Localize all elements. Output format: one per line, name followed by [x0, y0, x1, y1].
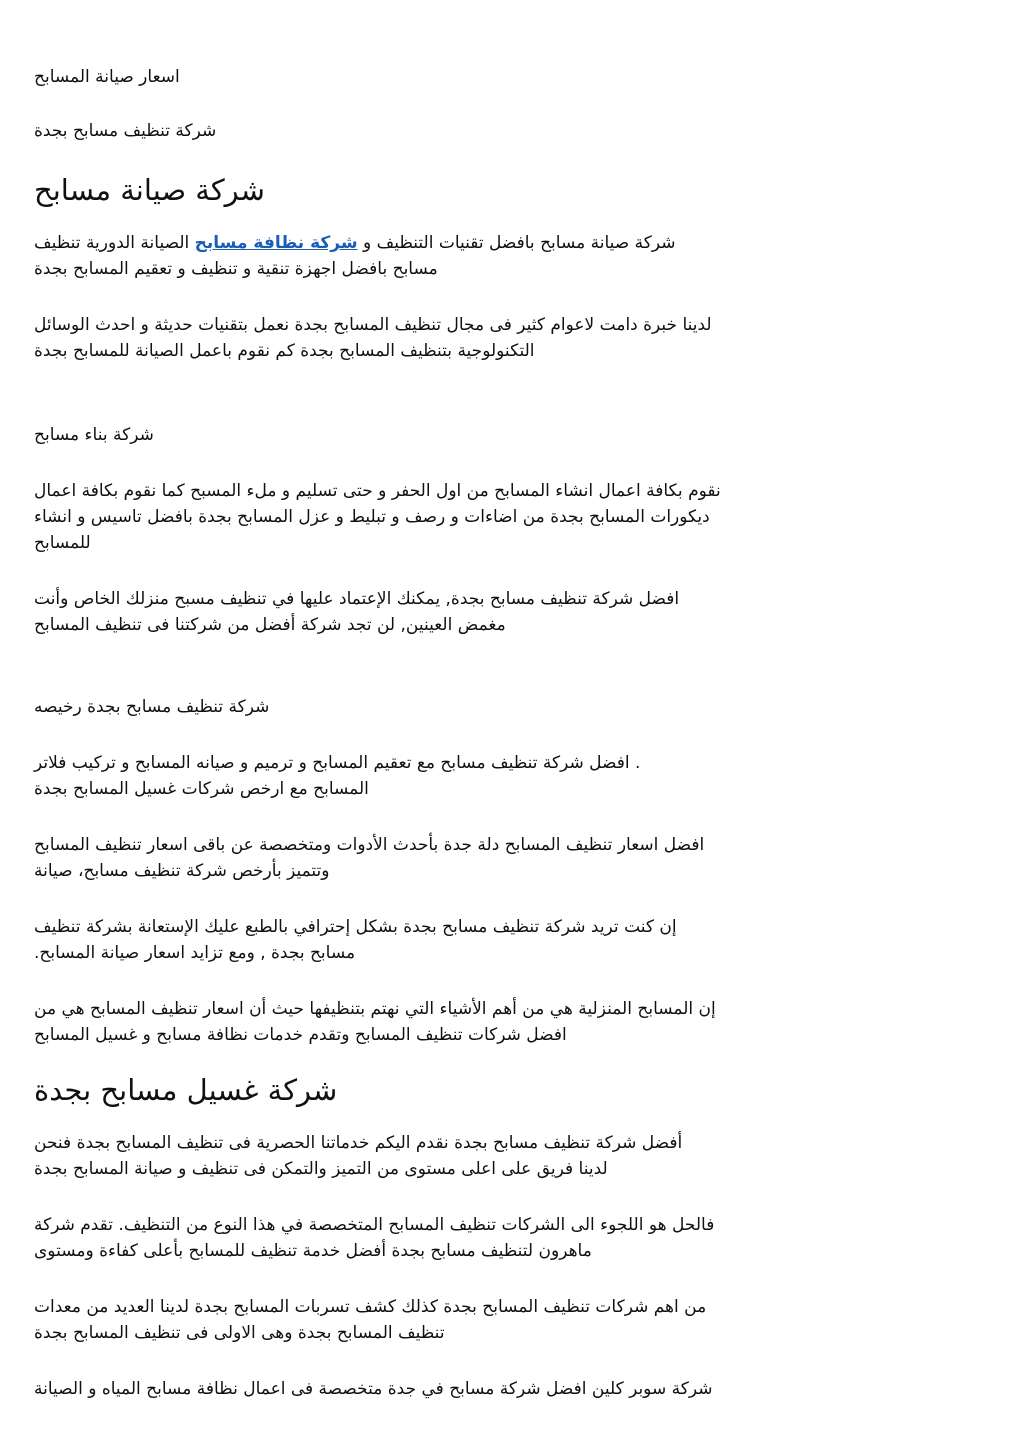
paragraph — [34, 230, 990, 282]
text-line: افضل شركة تنظيف مسابح بجدة, يمكنك الإعتماد عليها في تنظيف مسبح منزلك الخاص وأنت — [34, 589, 680, 609]
paragraph — [34, 750, 990, 802]
text-span: الصيانة الدورية تنظيف — [34, 233, 195, 253]
text-line: . افضل شركة تنظيف مسابح مع تعقيم المسابح و ترميم و صيانه المسابح و تركيب فلاتر — [34, 753, 641, 773]
paragraph — [34, 914, 990, 966]
text-line: مغمض العينين, لن تجد شركة أفضل من شركتنا فى تنظيف المسابح — [34, 615, 506, 635]
paragraph — [34, 1130, 990, 1182]
paragraph — [34, 832, 990, 884]
text-line: للمسابح — [34, 533, 91, 553]
text-line: نقوم بكافة اعمال انشاء المسابح من اول الحفر و حتى تسليم و ملء المسبح كما نقوم بكافة اعمال — [34, 481, 721, 501]
paragraph — [34, 312, 990, 364]
text-line: أفضل شركة تنظيف مسابح بجدة نقدم اليكم خدماتنا الحصرية فى تنظيف المسابح بجدة فنحن — [34, 1133, 683, 1153]
text-line — [34, 230, 990, 256]
text-line: لدينا فريق على اعلى مستوى من التميز والتمكن فى تنظيف و صيانة المسابح بجدة — [34, 1159, 608, 1179]
company-link[interactable]: شركة نظافة مسابح — [194, 233, 358, 253]
paragraph — [34, 478, 990, 556]
text-line: اسعار صيانة المسابح — [34, 67, 180, 87]
text-line: مسابح بجدة , ومع تزايد اسعار صيانة المسابح. — [34, 943, 356, 963]
text-span: شركة صيانة مسابح بافضل تقنيات التنظيف و — [357, 233, 676, 253]
paragraph — [34, 1212, 990, 1264]
section-heading: شركة غسيل مسابح بجدة — [34, 1073, 338, 1107]
text-line: شركة تنظيف مسابح بجدة — [34, 121, 217, 141]
text-line: شركة سوبر كلين افضل شركة مسابح في جدة متخصصة فى اعمال نظافة مسابح المياه و الصيانة — [34, 1379, 713, 1399]
paragraph — [34, 996, 990, 1048]
section-heading: شركة صيانة مسابح — [34, 173, 265, 207]
text-line: إن المسابح المنزلية هي من أهم الأشياء التي نهتم بتنظيفها حيث أن اسعار تنظيف المسابح هي من — [34, 999, 716, 1019]
text-line: شركة تنظيف مسابح بجدة رخيصه — [34, 697, 270, 717]
text-line: تنظيف المسابح بجدة وهى الاولى فى تنظيف المسابح بجدة — [34, 1323, 445, 1343]
text-line: فالحل هو اللجوء الى الشركات تنظيف المسابح المتخصصة في هذا النوع من التنظيف. تقدم شركة — [34, 1215, 715, 1235]
text-line: ديكورات المسابح بجدة من اضاءات و رصف و تبليط و عزل المسابح بجدة بافضل تاسيس و انشاء — [34, 507, 710, 527]
text-line: من اهم شركات تنظيف المسابح بجدة كذلك كشف تسربات المسابح بجدة لدينا العديد من معدات — [34, 1297, 707, 1317]
paragraph — [34, 1376, 990, 1402]
text-line: إن كنت تريد شركة تنظيف مسابح بجدة بشكل إحترافي بالطبع عليك الإستعانة بشركة تنظيف — [34, 917, 677, 937]
text-line: افضل اسعار تنظيف المسابح دلة جدة بأحدث الأدوات ومتخصصة عن باقى اسعار تنظيف المسابح — [34, 835, 705, 855]
text-line: وتتميز بأرخص شركة تنظيف مسابح، صيانة — [34, 861, 330, 881]
paragraph — [34, 586, 990, 638]
text-line: ماهرون لتنظيف مسابح بجدة أفضل خدمة تنظيف للمسابح بأعلى كفاءة ومستوى — [34, 1241, 592, 1261]
text-line: المسابح مع ارخص شركات غسيل المسابح بجدة — [34, 779, 369, 799]
text-line: افضل شركات تنظيف المسابح وتقدم خدمات نظافة مسابح و غسيل المسابح — [34, 1025, 567, 1045]
text-line: شركة بناء مسابح — [34, 425, 154, 445]
text-line: مسابح بافضل اجهزة تنقية و تنظيف و تعقيم المسابح بجدة — [34, 259, 438, 279]
paragraph — [34, 1294, 990, 1346]
text-line: التكنولوجية بتنظيف المسابح بجدة كم نقوم باعمل الصيانة للمسابح بجدة — [34, 341, 535, 361]
text-line: لدينا خبرة دامت لاعوام كثير فى مجال تنظيف المسابح بجدة نعمل بتقنيات حديثة و احدث الوسائل — [34, 315, 712, 335]
